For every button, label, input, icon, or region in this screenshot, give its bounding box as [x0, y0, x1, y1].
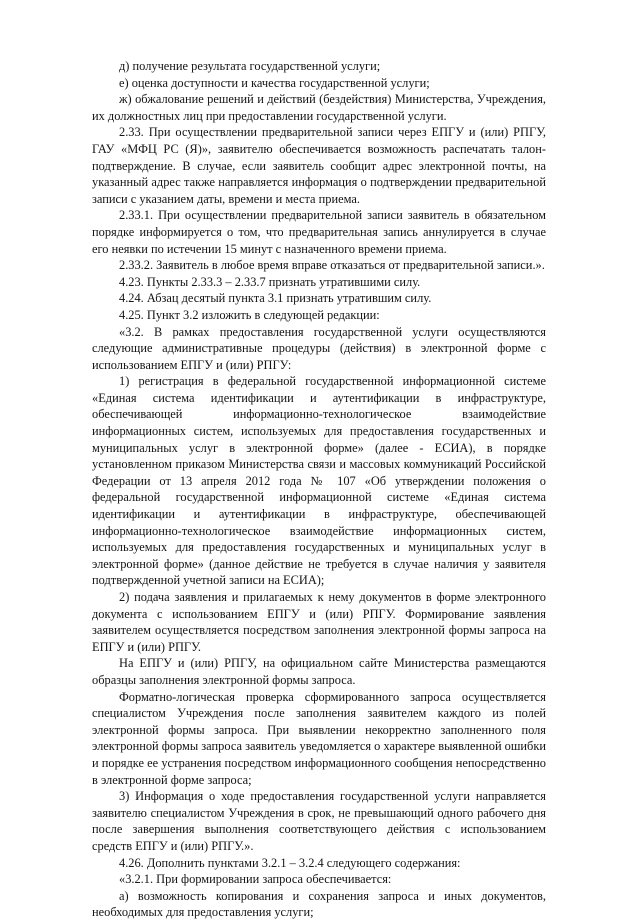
paragraph-format-check: Форматно-логическая проверка сформированного запроса осуществляется специалистом Учреждения после заполнения заявителем каждого из полей электронной формы запроса. При выявлении некорректно заполненного поля электронной формы запроса заявитель уведомляется о характере выявленной ошибки и порядке ее устранения посредством информационного сообщения непосредственно в электронной форме запроса; [92, 689, 546, 787]
paragraph-item-e: е) оценка доступности и качества государственной услуги; [119, 75, 430, 90]
paragraph-4-25: 4.25. Пункт 3.2 изложить в следующей редакции: [119, 307, 380, 322]
paragraph-3-2-item-1: 1) регистрация в федеральной государственной информационной системе «Единая система идентификации и аутентификации в инфраструктуре, обеспечивающей информационно-технологическое взаимодействие информационных систем, используемых для предоставления государственных и муниципальных услуг в электронной форме» (далее - ЕСИА), в порядке установленном приказом Министерства связи и массовых коммуникаций Российской Федерации от 13 апреля 2012 года № 107 «Об утверждении положения о федеральной государственной информационной системе «Единая система идентификации и аутентификации в инфраструктуре, обеспечивающей информационно-технологическое взаимодействие информационных систем, используемых для предоставления государственных и муниципальных услуг в электронной форме» (данное действие не требуется в случае наличия у заявителя подтвержденной учетной записи на ЕСИА); [92, 374, 546, 588]
paragraph-2-33-1: 2.33.1. При осуществлении предварительной записи заявитель в обязательном порядке информируется о том, что предварительная запись аннулируется в случае его неявки по истечении 15 минут с назначенного времени приема. [92, 208, 546, 256]
paragraph-4-23: 4.23. Пункты 2.33.3 – 2.33.7 признать утратившими силу. [119, 274, 421, 289]
paragraph-samples: На ЕПГУ и (или) РПГУ, на официальном сайте Министерства размещаются образцы заполнения электронной формы запроса. [92, 656, 546, 687]
paragraph-item-d: д) получение результата государственной услуги; [119, 59, 381, 73]
paragraph-2-33: 2.33. При осуществлении предварительной записи через ЕПГУ и (или) РПГУ, ГАУ «МФЦ РС (Я)», заявителю обеспечивается возможность распечатать талон-подтверждение. В случае, если заявитель сообщит адрес электронной почты, на указанный адрес также направляется информация о подтверждении предварительной записи с указанием даты, времени и места приема. [92, 125, 546, 206]
paragraph-3-2-1-item-a: а) возможность копирования и сохранения запроса и иных документов, необходимых для предоставления услуги; [92, 888, 546, 920]
paragraph-3-2-item-3: 3) Информация о ходе предоставления государственной услуги направляется заявителю специалистом Учреждения в срок, не превышающий одного рабочего дня после завершения выполнения соответствующего действия с использованием средств ЕПГУ и (или) РПГУ.». [92, 789, 546, 853]
paragraph-4-26: 4.26. Дополнить пунктами 3.2.1 – 3.2.4 следующего содержания: [119, 855, 461, 870]
paragraph-4-24: 4.24. Абзац десятый пункта 3.1 признать утратившим силу. [119, 291, 432, 306]
paragraph-3-2-item-2: 2) подача заявления и прилагаемых к нему документов в форме электронного документа с использованием ЕПГУ и (или) РПГУ. Формирование заявления заявителем осуществляется посредством заполнения электронной формы запроса на ЕПГУ и (или) РПГУ. [92, 590, 546, 654]
paragraph-3-2: «3.2. В рамках предоставления государственной услуги осуществляются следующие административные процедуры (действия) в электронной форме с использованием ЕПГУ и (или) РПГУ: [92, 324, 546, 372]
paragraph-3-2-1: «3.2.1. При формировании запроса обеспечивается: [119, 872, 392, 887]
paragraph-item-zh: ж) обжалование решений и действий (бездействия) Министерства, Учреждения, их должностных лиц при предоставлении государственной услуги. [92, 92, 546, 123]
paragraph-2-33-2: 2.33.2. Заявитель в любое время вправе отказаться от предварительной записи.». [119, 258, 545, 273]
